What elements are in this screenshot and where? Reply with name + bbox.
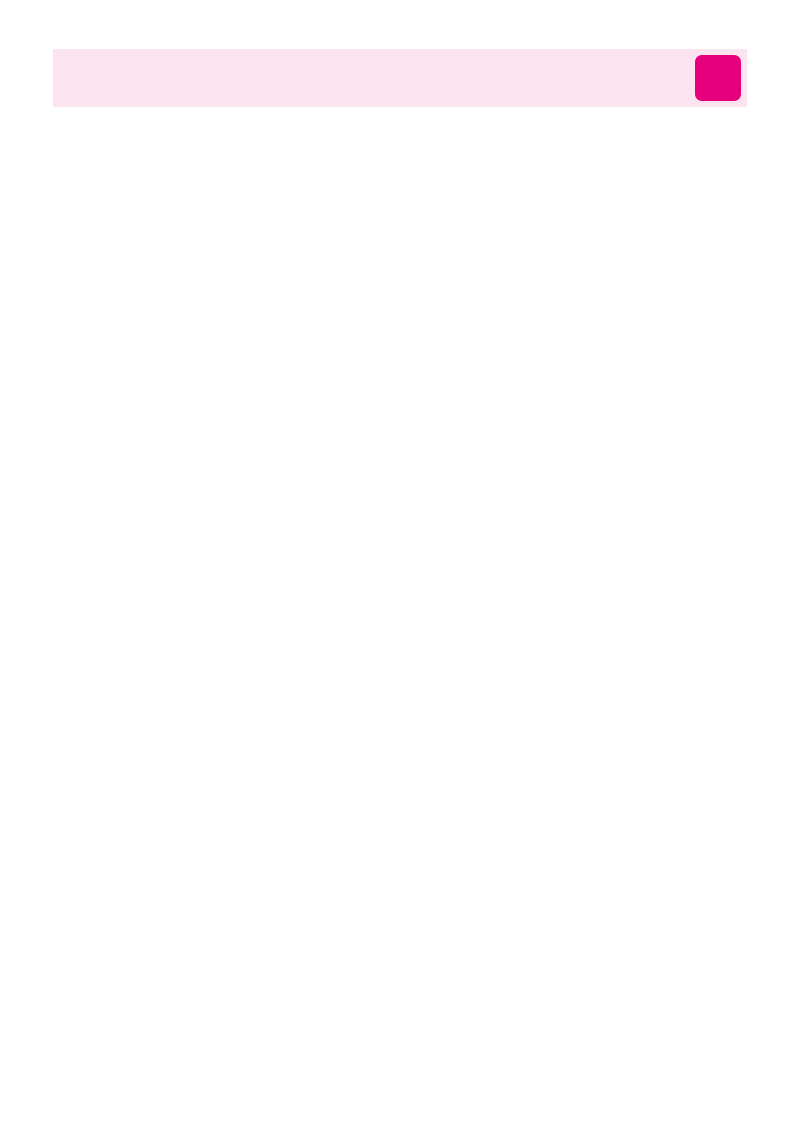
page-header-band — [53, 49, 747, 107]
header-right-group — [681, 49, 747, 107]
page-number-badge — [695, 55, 741, 101]
